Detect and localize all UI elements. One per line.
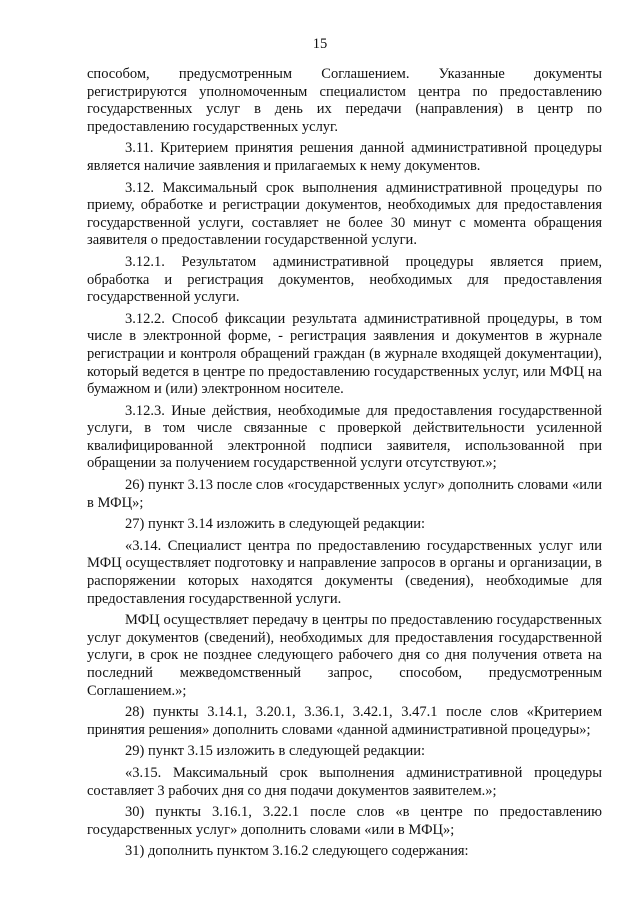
amendment-item-27: 27) пункт 3.14 изложить в следующей редакции: [125, 516, 425, 533]
amendment-item-30: 30) пункты 3.16.1, 3.22.1 после слов «в центре по предоставлению государственных услуг» дополнить словами «или в МФЦ»; [87, 804, 602, 838]
paragraph-3-12-3: 3.12.3. Иные действия, необходимые для предоставления государственной услуги, в том числе связанные с проверкой действительности усиленной квалифицированной электронной подписи заявителя, использованной при обращении за получением государственной услуги отсутствуют.»; [87, 402, 602, 472]
paragraph-3-12-1: 3.12.1. Результатом административной процедуры является прием, обработка и регистрация документов, необходимых для предоставления государственной услуги. [87, 253, 602, 306]
paragraph-3-14: «3.14. Специалист центра по предоставлению государственных услуг или МФЦ осуществляет подготовку и направление запросов в органы и организации, в распоряжении которых находятся документы (сведения), необходимые для предоставления государственной услуги. [87, 537, 602, 607]
amendment-item-31: 31) дополнить пунктом 3.16.2 следующего содержания: [125, 843, 469, 860]
paragraph-3-12-2: 3.12.2. Способ фиксации результата административной процедуры, в том числе в электронной форме, - регистрация заявления и документов в журнале регистрации и контроля обращений граждан (в журнале входящей документации), который ведется в центре по предоставлению государственных услуг, или МФЦ на бумажном и (или) электронном носителе. [87, 310, 602, 398]
amendment-item-28: 28) пункты 3.14.1, 3.20.1, 3.36.1, 3.42.1, 3.47.1 после слов «Критерием принятия решения» дополнить словами «данной административной процедуры»; [87, 704, 602, 738]
paragraph-3-15: «3.15. Максимальный срок выполнения административной процедуры составляет 3 рабочих дня со дня подачи документов заявителем.»; [87, 764, 602, 799]
paragraph-3-11: 3.11. Критерием принятия решения данной административной процедуры является наличие заявления и прилагаемых к нему документов. [87, 140, 602, 174]
paragraph-3-12: 3.12. Максимальный срок выполнения административной процедуры по приему, обработке и регистрации документов, необходимых для предоставления государственной услуги, составляет не более 30 минут с момента обращения заявителя о предоставлении государственной услуги. [87, 179, 602, 249]
document-body [87, 66, 602, 865]
paragraph-continuation: способом, предусмотренным Соглашением. Указанные документы регистрируются уполномоченным специалистом центра по предоставлению государственных услуг в день их передачи (направления) в центр по предоставлению государственных услуг. [87, 66, 602, 135]
amendment-item-29: 29) пункт 3.15 изложить в следующей редакции: [125, 743, 425, 760]
paragraph-mfc-transfer: МФЦ осуществляет передачу в центры по предоставлению государственных услуг документов (сведений), необходимых для предоставления государственной услуги, в срок не позднее следующего рабочего дня со дня получения ответа на последний межведомственный запрос, способом, предусмотренным Соглашением.»; [87, 612, 602, 699]
amendment-item-26: 26) пункт 3.13 после слов «государственных услуг» дополнить словами «или в МФЦ»; [87, 477, 602, 511]
page-number: 15 [312, 36, 328, 52]
